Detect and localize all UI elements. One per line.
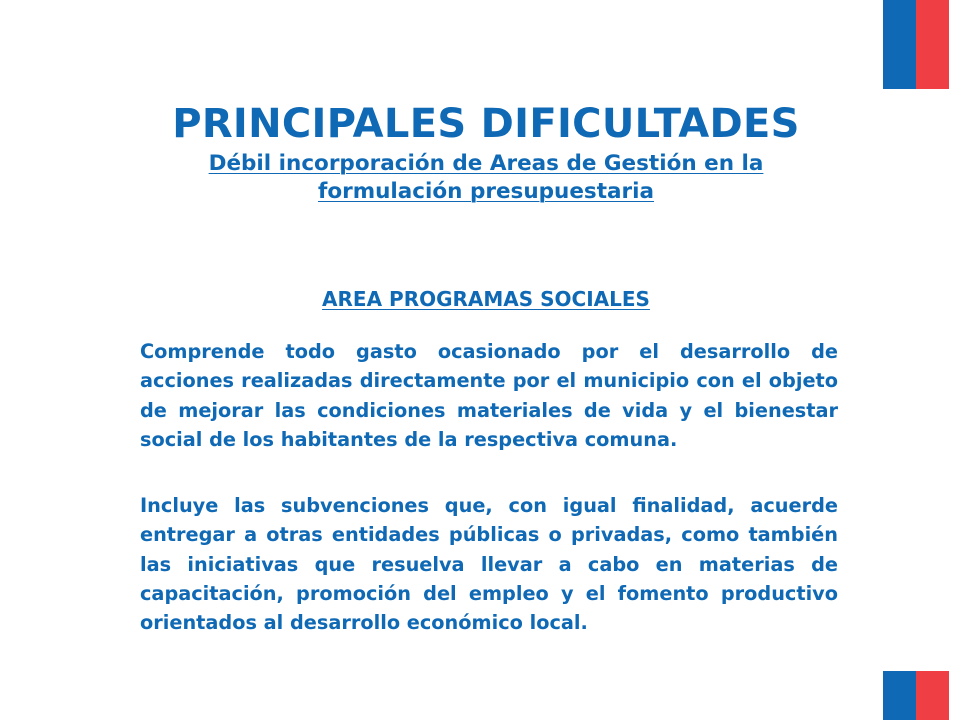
paragraph-description: Comprende todo gasto ocasionado por el desarrollo de acciones realizadas directamente por el municipio con el objeto de mejorar las condiciones materiales de vida y el bienestar social de los habitantes de la respectiva comuna. [140, 340, 838, 451]
flag-decoration-top [883, 0, 949, 89]
flag-blue-stripe [883, 0, 916, 89]
flag-red-stripe [916, 671, 949, 720]
flag-decoration-bottom [883, 671, 949, 720]
flag-blue-stripe [883, 671, 916, 720]
slide-subtitle: Débil incorporación de Areas de Gestión en la formulación presupuestaria [208, 151, 764, 204]
section-heading: AREA PROGRAMAS SOCIALES [322, 287, 650, 311]
flag-red-stripe [916, 0, 949, 89]
slide-title: PRINCIPALES DIFICULTADES [172, 101, 800, 147]
paragraph-inclusions: Incluye las subvenciones que, con igual finalidad, acuerde entregar a otras entidades públicas o privadas, como también las iniciativas que resuelva llevar a cabo en materias de capacitación, promoción del empleo y el fomento productivo orientados al desarrollo económico local. [140, 494, 838, 635]
